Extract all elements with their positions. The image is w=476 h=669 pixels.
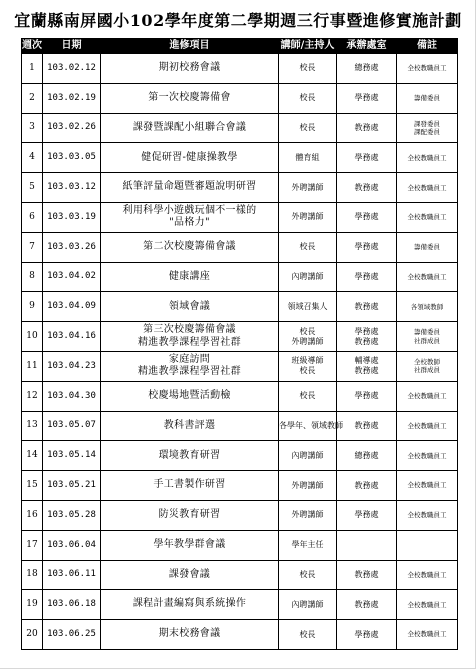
item-cell-line: 健促研習-健康操教學 — [141, 151, 238, 163]
department-cell — [337, 54, 397, 84]
department-cell — [337, 590, 397, 620]
date-cell: 103.02.12 — [43, 54, 101, 84]
department-cell — [337, 202, 397, 232]
table-row — [22, 590, 458, 620]
department-cell-line: 學務處 — [354, 242, 379, 252]
table-row — [22, 530, 458, 560]
table-row — [22, 292, 458, 322]
host-cell — [279, 173, 337, 203]
host-cell-line: 外聘講師 — [291, 510, 324, 520]
department-cell — [337, 471, 397, 501]
note-cell — [397, 530, 458, 560]
item-cell-line: 課發會議 — [168, 568, 211, 580]
host-cell-line: 各學年、領域教師 — [279, 420, 343, 430]
date-cell: 103.04.23 — [43, 351, 101, 381]
department-cell-line: 學務處 — [354, 152, 379, 162]
note-cell-line: 社群成員 — [414, 336, 440, 345]
department-cell — [337, 500, 397, 530]
department-cell-line: 教務處 — [354, 122, 379, 132]
item-cell-line: 防災教育研習 — [158, 509, 221, 521]
date-cell: 103.04.02 — [43, 262, 101, 292]
host-cell — [279, 143, 337, 173]
date-cell: 103.03.26 — [43, 232, 101, 262]
week-cell: 5 — [22, 173, 43, 203]
note-cell — [397, 232, 458, 262]
note-cell — [397, 54, 458, 84]
item-cell-line: 第一次校慶籌備會 — [148, 91, 231, 103]
department-cell-line: 總務處 — [354, 450, 379, 460]
item-cell-line: 領域會議 — [168, 300, 211, 312]
date-cell: 103.05.14 — [43, 441, 101, 471]
item-cell — [101, 262, 279, 292]
table-row — [22, 54, 458, 84]
host-cell — [279, 620, 337, 650]
department-cell-line: 教務處 — [354, 301, 379, 311]
item-cell — [101, 620, 279, 650]
department-cell-line: 總務處 — [354, 63, 379, 73]
date-cell: 103.02.19 — [43, 83, 101, 113]
host-cell-line: 班級導師 — [291, 356, 324, 366]
table-row — [22, 173, 458, 203]
item-cell — [101, 83, 279, 113]
week-cell: 7 — [22, 232, 43, 262]
week-cell: 8 — [22, 262, 43, 292]
item-cell — [101, 54, 279, 84]
host-cell-line: 內聘講師 — [291, 599, 324, 609]
department-cell-line: 學務處 — [354, 271, 379, 281]
table-row — [22, 441, 458, 471]
item-cell — [101, 292, 279, 322]
item-cell — [101, 351, 279, 381]
week-cell: 20 — [22, 620, 43, 650]
note-cell-line: 籌備委員 — [414, 328, 440, 337]
item-cell-line: 利用科學小遊戲玩個不一樣的 — [122, 204, 257, 216]
date-cell: 103.02.26 — [43, 113, 101, 143]
department-cell — [337, 292, 397, 322]
date-cell: 103.05.28 — [43, 500, 101, 530]
item-cell — [101, 500, 279, 530]
host-cell-line: 校長 — [299, 63, 316, 73]
week-cell: 17 — [22, 530, 43, 560]
note-cell-line: 全校教職員工 — [407, 511, 447, 520]
item-cell — [101, 381, 279, 411]
note-cell — [397, 292, 458, 322]
note-cell-line: 全校教職員工 — [407, 213, 447, 222]
note-cell — [397, 590, 458, 620]
department-cell — [337, 441, 397, 471]
department-cell — [337, 262, 397, 292]
department-cell — [337, 620, 397, 650]
week-cell: 18 — [22, 560, 43, 590]
department-cell — [337, 83, 397, 113]
host-cell-line: 校長 — [299, 242, 316, 252]
note-cell-line: 全校教職員工 — [407, 630, 447, 639]
note-cell — [397, 143, 458, 173]
note-cell — [397, 560, 458, 590]
host-cell — [279, 381, 337, 411]
department-cell-line: 教務處 — [354, 182, 379, 192]
host-cell-line: 校長 — [299, 391, 316, 401]
department-cell-line: 學務處 — [354, 391, 379, 401]
item-cell-line: 第三次校慶籌備會議 — [143, 324, 236, 336]
table-row — [22, 262, 458, 292]
note-cell — [397, 471, 458, 501]
note-cell — [397, 441, 458, 471]
department-cell — [337, 351, 397, 381]
date-cell: 103.03.19 — [43, 202, 101, 232]
table-row — [22, 322, 458, 352]
host-cell — [279, 530, 337, 560]
host-cell-line: 校長 — [299, 122, 316, 132]
department-cell — [337, 173, 397, 203]
table-row — [22, 500, 458, 530]
schedule-table — [21, 38, 458, 650]
item-cell-line: 學年教學群會議 — [153, 538, 226, 550]
note-cell-line: 全校教職員工 — [407, 421, 447, 430]
host-cell — [279, 262, 337, 292]
host-cell-line: 外聘講師 — [291, 480, 324, 490]
item-cell-line: 課程計畫編寫與系統操作 — [132, 598, 247, 610]
department-cell-line: 教務處 — [354, 569, 379, 579]
table-row — [22, 381, 458, 411]
note-cell-line: 全校教職員工 — [407, 570, 447, 579]
department-cell-line: 教務處 — [354, 599, 379, 609]
host-cell-line: 領域召集人 — [287, 301, 328, 311]
table-row — [22, 202, 458, 232]
date-cell: 103.06.04 — [43, 530, 101, 560]
department-cell-line: 教務處 — [354, 480, 379, 490]
note-cell-line: 課發委員 — [414, 119, 440, 128]
item-cell — [101, 322, 279, 352]
header-date: 日期 — [43, 39, 101, 54]
item-cell — [101, 590, 279, 620]
note-cell-line: 全校教職員工 — [407, 600, 447, 609]
note-cell — [397, 83, 458, 113]
department-cell-line: 教務處 — [354, 366, 379, 376]
item-cell-line: 紙筆評量命題暨審題說明研習 — [122, 181, 257, 193]
date-cell: 103.04.16 — [43, 322, 101, 352]
department-cell-line: 學務處 — [354, 93, 379, 103]
department-cell — [337, 143, 397, 173]
week-cell: 19 — [22, 590, 43, 620]
item-cell-line: 健康講座 — [168, 270, 211, 282]
note-cell-line: 全校教師 — [414, 358, 440, 367]
week-cell: 3 — [22, 113, 43, 143]
item-cell-line: 課發暨課配小組聯合會議 — [132, 121, 247, 133]
item-cell-line: 第二次校慶籌備會議 — [143, 240, 236, 252]
host-cell-line: 學年主任 — [291, 540, 324, 550]
date-cell: 103.04.09 — [43, 292, 101, 322]
note-cell-line: 全校教職員工 — [407, 392, 447, 401]
date-cell: 103.03.12 — [43, 173, 101, 203]
department-cell-line: 學務處 — [354, 212, 379, 222]
host-cell-line: 校長 — [299, 629, 316, 639]
host-cell-line: 校長 — [299, 366, 316, 376]
item-cell-line: 教科書評選 — [163, 419, 216, 431]
week-cell: 12 — [22, 381, 43, 411]
host-cell — [279, 292, 337, 322]
department-cell-line: 教務處 — [354, 420, 379, 430]
table-row — [22, 83, 458, 113]
item-cell — [101, 530, 279, 560]
item-cell-line: 家庭訪問 — [168, 353, 211, 365]
host-cell — [279, 500, 337, 530]
note-cell — [397, 500, 458, 530]
date-cell: 103.03.05 — [43, 143, 101, 173]
department-cell-line: 學務處 — [354, 326, 379, 336]
department-cell — [337, 232, 397, 262]
item-cell-line: 精進教學課程學習社群 — [138, 336, 241, 348]
host-cell — [279, 441, 337, 471]
host-cell — [279, 83, 337, 113]
date-cell: 103.05.21 — [43, 471, 101, 501]
host-cell-line: 體育組 — [295, 152, 320, 162]
week-cell: 2 — [22, 83, 43, 113]
week-cell: 10 — [22, 322, 43, 352]
item-cell — [101, 173, 279, 203]
date-cell: 103.06.11 — [43, 560, 101, 590]
note-cell — [397, 262, 458, 292]
note-cell — [397, 411, 458, 441]
note-cell — [397, 322, 458, 352]
host-cell — [279, 471, 337, 501]
note-cell-line: 全校教職員工 — [407, 272, 447, 281]
host-cell — [279, 113, 337, 143]
item-cell-line: 校慶場地暨活動檢 — [148, 389, 231, 401]
item-cell — [101, 411, 279, 441]
host-cell — [279, 590, 337, 620]
date-cell: 103.04.30 — [43, 381, 101, 411]
week-cell: 9 — [22, 292, 43, 322]
item-cell-line: 環境教育研習 — [158, 449, 221, 461]
week-cell: 16 — [22, 500, 43, 530]
table-row — [22, 560, 458, 590]
item-cell — [101, 113, 279, 143]
note-cell-line: 各領域教師 — [410, 302, 444, 311]
note-cell-line: 全校教職員工 — [407, 481, 447, 490]
table-row — [22, 351, 458, 381]
week-cell: 4 — [22, 143, 43, 173]
header-note: 備註 — [397, 39, 458, 54]
host-cell-line: 內聘講師 — [291, 450, 324, 460]
header-item: 進修項目 — [101, 39, 279, 54]
department-cell — [337, 530, 397, 560]
item-cell-line: "品格力" — [169, 217, 210, 229]
department-cell — [337, 322, 397, 352]
department-cell-line: 學務處 — [354, 629, 379, 639]
note-cell — [397, 351, 458, 381]
note-cell — [397, 620, 458, 650]
item-cell — [101, 471, 279, 501]
host-cell-line: 校長 — [299, 569, 316, 579]
department-cell — [337, 381, 397, 411]
host-cell — [279, 202, 337, 232]
table-header-row — [22, 39, 458, 54]
week-cell: 13 — [22, 411, 43, 441]
host-cell — [279, 351, 337, 381]
note-cell — [397, 381, 458, 411]
item-cell-line: 期初校務會議 — [158, 62, 221, 74]
host-cell — [279, 411, 343, 441]
item-cell — [101, 143, 279, 173]
note-cell-line: 籌備委員 — [414, 94, 440, 103]
week-cell: 6 — [22, 202, 43, 232]
table-row — [22, 411, 458, 441]
week-cell: 11 — [22, 351, 43, 381]
item-cell-line: 精進教學課程學習社群 — [138, 366, 241, 378]
host-cell — [279, 54, 337, 84]
note-cell-line: 全校教職員工 — [407, 183, 447, 192]
department-cell — [337, 560, 397, 590]
host-cell-line: 內聘講師 — [291, 271, 324, 281]
item-cell — [101, 232, 279, 262]
host-cell-line: 外聘講師 — [291, 182, 324, 192]
note-cell-line: 全校教職員工 — [407, 64, 447, 73]
header-host: 講師/主持人 — [279, 39, 337, 54]
table-row — [22, 113, 458, 143]
department-cell-line: 輔導處 — [354, 356, 379, 366]
week-cell: 14 — [22, 441, 43, 471]
date-cell: 103.06.18 — [43, 590, 101, 620]
department-cell-line: 教務處 — [354, 336, 379, 346]
host-cell-line: 校長 — [299, 93, 316, 103]
note-cell-line: 課配委員 — [414, 127, 440, 136]
note-cell-line: 全校教職員工 — [407, 153, 447, 162]
date-cell: 103.06.25 — [43, 620, 101, 650]
note-cell-line: 全校教職員工 — [407, 451, 447, 460]
table-row — [22, 471, 458, 501]
header-department: 承辦處室 — [337, 39, 397, 54]
item-cell — [101, 202, 279, 232]
host-cell-line: 校長 — [299, 326, 316, 336]
table-row — [22, 232, 458, 262]
document-title: 宜蘭縣南屏國小102學年度第二學期週三行事暨進修實施計劃 — [14, 11, 462, 30]
note-cell-line: 社群成員 — [414, 366, 440, 375]
host-cell-line: 外聘講師 — [291, 212, 324, 222]
department-cell-line: 學務處 — [354, 510, 379, 520]
note-cell — [397, 173, 458, 203]
item-cell-line: 手工書製作研習 — [153, 479, 226, 491]
department-cell — [337, 113, 397, 143]
host-cell — [279, 322, 337, 352]
item-cell — [101, 441, 279, 471]
item-cell — [101, 560, 279, 590]
note-cell — [397, 202, 458, 232]
host-cell — [279, 560, 337, 590]
host-cell — [279, 232, 337, 262]
table-row — [22, 620, 458, 650]
header-week: 週次 — [22, 39, 43, 54]
item-cell-line: 期末校務會議 — [158, 628, 221, 640]
host-cell-line: 外聘講師 — [291, 336, 324, 346]
week-cell: 15 — [22, 471, 43, 501]
note-cell — [397, 113, 458, 143]
date-cell: 103.05.07 — [43, 411, 101, 441]
week-cell: 1 — [22, 54, 43, 84]
table-body — [22, 54, 458, 650]
note-cell-line: 籌備委員 — [414, 243, 440, 252]
department-cell — [337, 411, 397, 441]
table-row — [22, 143, 458, 173]
